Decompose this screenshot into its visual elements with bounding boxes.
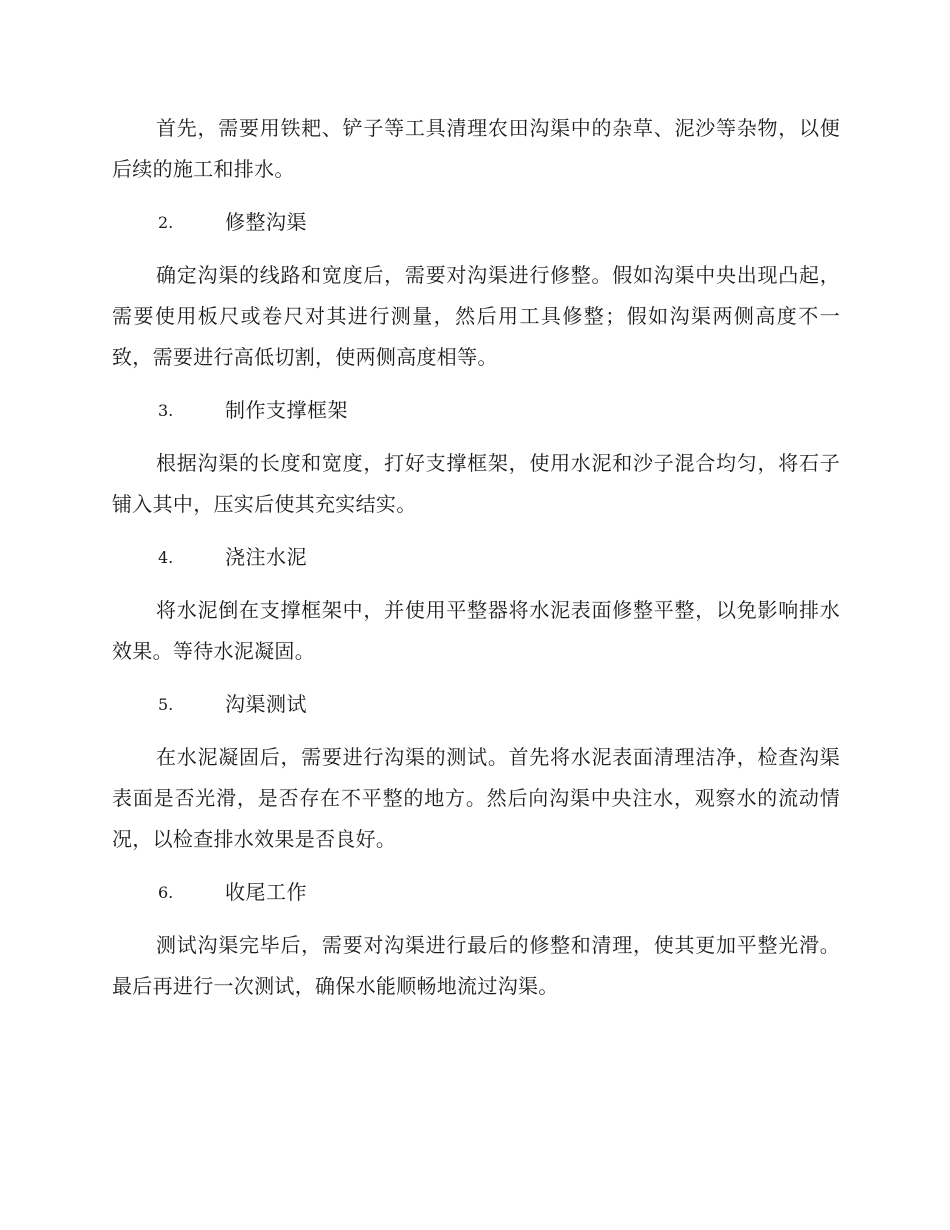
section-title: 沟渠测试 — [225, 692, 307, 716]
section-heading-4 — [112, 537, 840, 578]
section-title: 修整沟渠 — [225, 210, 307, 234]
section-paragraph-2: 确定沟渠的线路和宽度后，需要对沟渠进行修整。假如沟渠中央出现凸起，需要使用板尺或卷尺对其进行测量，然后用工具修整；假如沟渠两侧高度不一致，需要进行高低切割，使两侧高度相等。 — [112, 263, 840, 369]
section-number: 2. — [158, 213, 174, 232]
section-paragraph-4: 将水泥倒在支撑框架中，并使用平整器将水泥表面修整平整，以免影响排水效果。等待水泥凝固。 — [112, 598, 840, 663]
section-number: 3. — [158, 401, 174, 420]
section-paragraph-5: 在水泥凝固后，需要进行沟渠的测试。首先将水泥表面清理洁净，检查沟渠表面是否光滑，是否存在不平整的地方。然后向沟渠中央注水，观察水的流动情况，以检查排水效果是否良好。 — [112, 745, 840, 851]
section-paragraph-6: 测试沟渠完毕后，需要对沟渠进行最后的修整和清理，使其更加平整光滑。最后再进行一次测试，确保水能顺畅地流过沟渠。 — [112, 933, 840, 998]
section-number: 6. — [158, 883, 174, 902]
section-title: 浇注水泥 — [225, 545, 307, 569]
intro-paragraph: 首先，需要用铁耙、铲子等工具清理农田沟渠中的杂草、泥沙等杂物，以便后续的施工和排水。 — [112, 116, 840, 181]
section-number: 5. — [158, 695, 174, 714]
section-heading-6 — [112, 872, 840, 913]
section-title: 收尾工作 — [225, 880, 307, 904]
section-paragraph-3: 根据沟渠的长度和宽度，打好支撑框架，使用水泥和沙子混合均匀，将石子铺入其中，压实后使其充实结实。 — [112, 451, 840, 516]
section-heading-3 — [112, 390, 840, 431]
section-heading-5 — [112, 684, 840, 725]
document-body — [112, 108, 840, 1007]
section-title: 制作支撑框架 — [225, 398, 348, 422]
section-heading-2 — [112, 202, 840, 243]
section-number: 4. — [158, 548, 174, 567]
